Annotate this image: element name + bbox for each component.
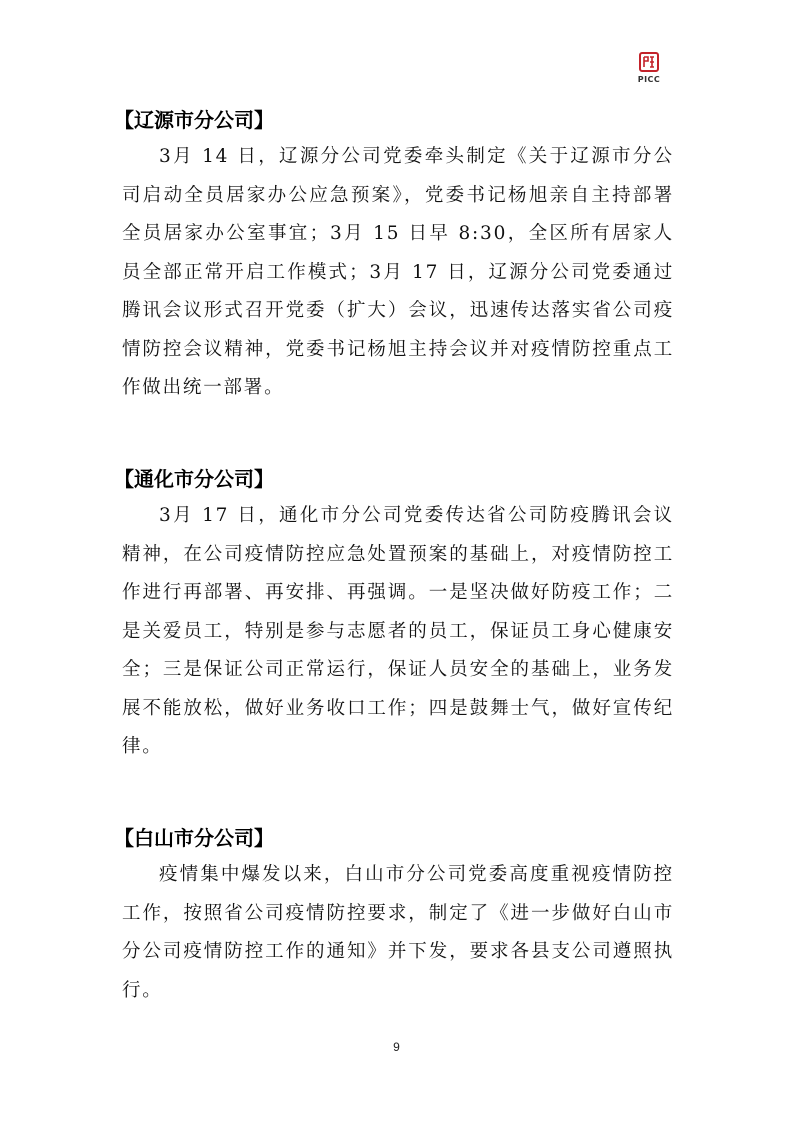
- section-body: 3月 17 日，通化市分公司党委传达省公司防疫腾讯会议精神，在公司疫情防控应急处置预案的基础上，对疫情防控工作进行再部署、再安排、再强调。一是坚决做好防疫工作；二是关爱员工，特别是参与志愿者的员工，保证员工身心健康安全；三是保证公司正常运行，保证人员安全的基础上，业务发展不能放松，做好业务收口工作；四是鼓舞士气，做好宣传纪律。: [122, 505, 674, 757]
- section-tonghua: [114, 465, 674, 767]
- picc-seal-icon: [639, 52, 659, 72]
- section-heading: 【白山市分公司】: [114, 826, 274, 850]
- logo-text: PICC: [637, 75, 661, 84]
- section-heading: 【辽源市分公司】: [114, 108, 274, 132]
- section-baishan: [114, 824, 674, 1010]
- section-liaoyuan: [114, 106, 674, 408]
- section-heading: 【通化市分公司】: [114, 467, 274, 491]
- section-body: 疫情集中爆发以来，白山市分公司党委高度重视疫情防控工作，按照省公司疫情防控要求，制定了《进一步做好白山市分公司疫情防控工作的通知》并下发，要求各县支公司遵照执行。: [122, 864, 674, 1001]
- picc-logo: [634, 52, 664, 90]
- page-number: 9: [393, 1040, 400, 1054]
- section-body: 3月 14 日，辽源分公司党委牵头制定《关于辽源市分公司启动全员居家办公应急预案》，党委书记杨旭亲自主持部署全员居家办公室事宜；3月 15 日早 8:30，全区所有居家人员全部正常开启工作模式；3月 17 日，辽源分公司党委通过腾讯会议形式召开党委（扩大）会议，迅速传达落实省公司疫情防控会议精神，党委书记杨旭主持会议并对疫情防控重点工作做出统一部署。: [122, 146, 674, 398]
